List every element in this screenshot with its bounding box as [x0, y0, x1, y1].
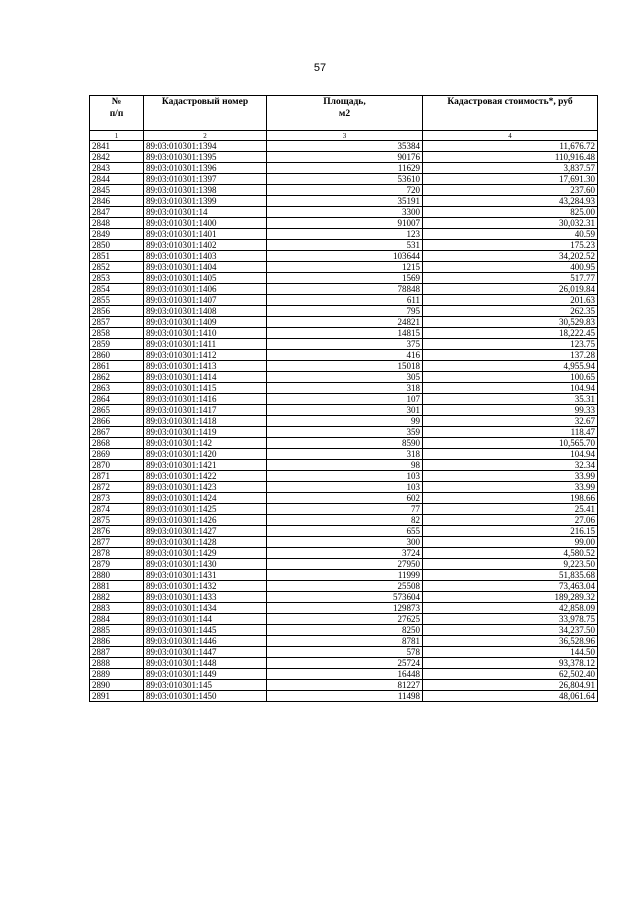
- row-number-cell: 2853: [90, 273, 144, 284]
- row-number-cell: 2845: [90, 185, 144, 196]
- table-row: [90, 625, 598, 636]
- table-row: [90, 493, 598, 504]
- cost-cell: 118.47: [423, 427, 598, 438]
- area-cell: 35384: [267, 141, 423, 152]
- table-row: [90, 669, 598, 680]
- column-number: 1: [90, 131, 144, 141]
- cadastral-number-cell: 89:03:010301:1434: [144, 603, 267, 614]
- cost-cell: 100.65: [423, 372, 598, 383]
- row-number-cell: 2857: [90, 317, 144, 328]
- table-row: [90, 339, 598, 350]
- cadastral-number-cell: 89:03:010301:1395: [144, 152, 267, 163]
- cadastral-number-cell: 89:03:010301:1419: [144, 427, 267, 438]
- cost-cell: 110,916.48: [423, 152, 598, 163]
- row-number-cell: 2886: [90, 636, 144, 647]
- area-cell: 11999: [267, 570, 423, 581]
- cost-cell: 11,676.72: [423, 141, 598, 152]
- cadastral-number-cell: 89:03:010301:1420: [144, 449, 267, 460]
- header-row-number: [90, 96, 144, 131]
- table-row: [90, 405, 598, 416]
- table-row: [90, 141, 598, 152]
- header-area: [267, 96, 423, 131]
- table-row: [90, 603, 598, 614]
- row-number-cell: 2876: [90, 526, 144, 537]
- table-row: [90, 284, 598, 295]
- cadastral-number-cell: 89:03:010301:144: [144, 614, 267, 625]
- cost-cell: 825.00: [423, 207, 598, 218]
- area-cell: 98: [267, 460, 423, 471]
- row-number-cell: 2877: [90, 537, 144, 548]
- cost-cell: 51,835.68: [423, 570, 598, 581]
- row-number-cell: 2861: [90, 361, 144, 372]
- row-number-cell: 2868: [90, 438, 144, 449]
- cadastral-number-cell: 89:03:010301:1404: [144, 262, 267, 273]
- cost-cell: 4,580.52: [423, 548, 598, 559]
- cost-cell: 216.15: [423, 526, 598, 537]
- row-number-cell: 2864: [90, 394, 144, 405]
- table-row: [90, 174, 598, 185]
- row-number-cell: 2852: [90, 262, 144, 273]
- cadastral-number-cell: 89:03:010301:1448: [144, 658, 267, 669]
- row-number-cell: 2848: [90, 218, 144, 229]
- cadastral-number-cell: 89:03:010301:1400: [144, 218, 267, 229]
- area-cell: 103: [267, 482, 423, 493]
- cadastral-number-cell: 89:03:010301:1447: [144, 647, 267, 658]
- cost-cell: 517.77: [423, 273, 598, 284]
- table-row: [90, 526, 598, 537]
- header-area-unit: м2: [338, 109, 351, 119]
- area-cell: 573604: [267, 592, 423, 603]
- cost-cell: 10,565.70: [423, 438, 598, 449]
- table-row: [90, 449, 598, 460]
- area-cell: 375: [267, 339, 423, 350]
- table-row: [90, 185, 598, 196]
- row-number-cell: 2882: [90, 592, 144, 603]
- table-row: [90, 306, 598, 317]
- cadastral-number-cell: 89:03:010301:1405: [144, 273, 267, 284]
- table-row: [90, 691, 598, 702]
- cost-cell: 189,289.32: [423, 592, 598, 603]
- cost-cell: 17,691.30: [423, 174, 598, 185]
- row-number-cell: 2883: [90, 603, 144, 614]
- cadastral-number-cell: 89:03:010301:1397: [144, 174, 267, 185]
- cost-cell: 201.63: [423, 295, 598, 306]
- row-number-cell: 2880: [90, 570, 144, 581]
- header-number-sign: №: [111, 97, 122, 107]
- cost-cell: 137.28: [423, 350, 598, 361]
- cadastral-number-cell: 89:03:010301:1428: [144, 537, 267, 548]
- cadastral-number-cell: 89:03:010301:1411: [144, 339, 267, 350]
- cadastral-number-cell: 89:03:010301:1433: [144, 592, 267, 603]
- row-number-cell: 2874: [90, 504, 144, 515]
- cost-cell: 9,223.50: [423, 559, 598, 570]
- cost-cell: 33,978.75: [423, 614, 598, 625]
- cost-cell: 18,222.45: [423, 328, 598, 339]
- area-cell: 81227: [267, 680, 423, 691]
- header-cadastral-number: [144, 96, 267, 131]
- cadastral-number-cell: 89:03:010301:1422: [144, 471, 267, 482]
- cost-cell: 30,529.83: [423, 317, 598, 328]
- row-number-cell: 2878: [90, 548, 144, 559]
- cost-cell: 93,378.12: [423, 658, 598, 669]
- cost-cell: 237.60: [423, 185, 598, 196]
- row-number-cell: 2873: [90, 493, 144, 504]
- cadastral-number-cell: 89:03:010301:1424: [144, 493, 267, 504]
- cadastral-number-cell: 89:03:010301:1449: [144, 669, 267, 680]
- area-cell: 531: [267, 240, 423, 251]
- cadastral-number-cell: 89:03:010301:142: [144, 438, 267, 449]
- table-row: [90, 537, 598, 548]
- column-number-row: [90, 131, 598, 141]
- cost-cell: 40.59: [423, 229, 598, 240]
- cost-cell: 3,837.57: [423, 163, 598, 174]
- area-cell: 99: [267, 416, 423, 427]
- row-number-cell: 2859: [90, 339, 144, 350]
- area-cell: 27625: [267, 614, 423, 625]
- table-row: [90, 471, 598, 482]
- area-cell: 103: [267, 471, 423, 482]
- cost-cell: 104.94: [423, 383, 598, 394]
- row-number-cell: 2849: [90, 229, 144, 240]
- area-cell: 78848: [267, 284, 423, 295]
- table-body: [90, 141, 598, 702]
- area-cell: 123: [267, 229, 423, 240]
- table-row: [90, 350, 598, 361]
- area-cell: 795: [267, 306, 423, 317]
- table-row: [90, 438, 598, 449]
- row-number-cell: 2888: [90, 658, 144, 669]
- table-row: [90, 273, 598, 284]
- row-number-cell: 2846: [90, 196, 144, 207]
- area-cell: 27950: [267, 559, 423, 570]
- cost-cell: 32.34: [423, 460, 598, 471]
- area-cell: 318: [267, 383, 423, 394]
- row-number-cell: 2885: [90, 625, 144, 636]
- cost-cell: 123.75: [423, 339, 598, 350]
- area-cell: 300: [267, 537, 423, 548]
- table-row: [90, 647, 598, 658]
- row-number-cell: 2875: [90, 515, 144, 526]
- area-cell: 14815: [267, 328, 423, 339]
- cadastral-number-cell: 89:03:010301:1446: [144, 636, 267, 647]
- area-cell: 107: [267, 394, 423, 405]
- table-row: [90, 163, 598, 174]
- area-cell: 655: [267, 526, 423, 537]
- row-number-cell: 2844: [90, 174, 144, 185]
- cost-cell: 400.95: [423, 262, 598, 273]
- table-row: [90, 218, 598, 229]
- cadastral-number-cell: 89:03:010301:1423: [144, 482, 267, 493]
- table-row: [90, 482, 598, 493]
- cost-cell: 99.33: [423, 405, 598, 416]
- area-cell: 129873: [267, 603, 423, 614]
- cadastral-number-cell: 89:03:010301:145: [144, 680, 267, 691]
- area-cell: 82: [267, 515, 423, 526]
- cost-cell: 175.23: [423, 240, 598, 251]
- row-number-cell: 2865: [90, 405, 144, 416]
- cadastral-number-cell: 89:03:010301:1407: [144, 295, 267, 306]
- area-cell: 15018: [267, 361, 423, 372]
- cadastral-number-cell: 89:03:010301:14: [144, 207, 267, 218]
- area-cell: 11629: [267, 163, 423, 174]
- area-cell: 77: [267, 504, 423, 515]
- table-row: [90, 427, 598, 438]
- table-row: [90, 416, 598, 427]
- cadastral-number-cell: 89:03:010301:1401: [144, 229, 267, 240]
- row-number-cell: 2879: [90, 559, 144, 570]
- cost-cell: 26,019.84: [423, 284, 598, 295]
- cadastral-number-cell: 89:03:010301:1398: [144, 185, 267, 196]
- area-cell: 25508: [267, 581, 423, 592]
- cadastral-number-cell: 89:03:010301:1426: [144, 515, 267, 526]
- cadastral-number-cell: 89:03:010301:1450: [144, 691, 267, 702]
- cadastral-number-cell: 89:03:010301:1429: [144, 548, 267, 559]
- area-cell: 25724: [267, 658, 423, 669]
- cost-cell: 34,202.52: [423, 251, 598, 262]
- table-row: [90, 658, 598, 669]
- area-cell: 318: [267, 449, 423, 460]
- cadastral-number-cell: 89:03:010301:1425: [144, 504, 267, 515]
- area-cell: 8590: [267, 438, 423, 449]
- cadastral-number-cell: 89:03:010301:1408: [144, 306, 267, 317]
- row-number-cell: 2870: [90, 460, 144, 471]
- cost-cell: 104.94: [423, 449, 598, 460]
- row-number-cell: 2871: [90, 471, 144, 482]
- row-number-cell: 2855: [90, 295, 144, 306]
- cost-cell: 36,528.96: [423, 636, 598, 647]
- cost-cell: 99.00: [423, 537, 598, 548]
- table-row: [90, 636, 598, 647]
- area-cell: 359: [267, 427, 423, 438]
- cost-cell: 42,858.09: [423, 603, 598, 614]
- area-cell: 305: [267, 372, 423, 383]
- cost-cell: 26,804.91: [423, 680, 598, 691]
- cadastral-number-cell: 89:03:010301:1416: [144, 394, 267, 405]
- row-number-cell: 2889: [90, 669, 144, 680]
- row-number-cell: 2891: [90, 691, 144, 702]
- cost-cell: 48,061.64: [423, 691, 598, 702]
- cost-cell: 32.67: [423, 416, 598, 427]
- table-row: [90, 504, 598, 515]
- row-number-cell: 2862: [90, 372, 144, 383]
- cadastral-number-cell: 89:03:010301:1406: [144, 284, 267, 295]
- cadastral-number-cell: 89:03:010301:1415: [144, 383, 267, 394]
- cadastral-number-cell: 89:03:010301:1445: [144, 625, 267, 636]
- page-number: 57: [313, 62, 327, 74]
- cadastral-number-cell: 89:03:010301:1403: [144, 251, 267, 262]
- table-row: [90, 581, 598, 592]
- table-row: [90, 460, 598, 471]
- table-row: [90, 559, 598, 570]
- table-row: [90, 251, 598, 262]
- cost-cell: 33.99: [423, 482, 598, 493]
- cost-cell: 198.66: [423, 493, 598, 504]
- header-cost-label: Кадастровая стоимость*, руб: [447, 97, 573, 107]
- cost-cell: 27.06: [423, 515, 598, 526]
- cadastral-number-cell: 89:03:010301:1409: [144, 317, 267, 328]
- area-cell: 416: [267, 350, 423, 361]
- area-cell: 103644: [267, 251, 423, 262]
- column-number: 2: [144, 131, 267, 141]
- row-number-cell: 2841: [90, 141, 144, 152]
- column-number: 4: [423, 131, 598, 141]
- cadastral-number-cell: 89:03:010301:1413: [144, 361, 267, 372]
- area-cell: 301: [267, 405, 423, 416]
- row-number-cell: 2872: [90, 482, 144, 493]
- cadastral-table: [89, 95, 598, 702]
- area-cell: 53610: [267, 174, 423, 185]
- cost-cell: 62,502.40: [423, 669, 598, 680]
- area-cell: 16448: [267, 669, 423, 680]
- table-header-row: [90, 96, 598, 131]
- row-number-cell: 2842: [90, 152, 144, 163]
- area-cell: 3724: [267, 548, 423, 559]
- table-row: [90, 614, 598, 625]
- area-cell: 3300: [267, 207, 423, 218]
- row-number-cell: 2881: [90, 581, 144, 592]
- cadastral-number-cell: 89:03:010301:1394: [144, 141, 267, 152]
- area-cell: 611: [267, 295, 423, 306]
- cadastral-number-cell: 89:03:010301:1432: [144, 581, 267, 592]
- row-number-cell: 2884: [90, 614, 144, 625]
- cost-cell: 30,032.31: [423, 218, 598, 229]
- cadastral-number-cell: 89:03:010301:1431: [144, 570, 267, 581]
- area-cell: 8250: [267, 625, 423, 636]
- table-row: [90, 207, 598, 218]
- row-number-cell: 2890: [90, 680, 144, 691]
- table-row: [90, 328, 598, 339]
- cost-cell: 33.99: [423, 471, 598, 482]
- table-row: [90, 548, 598, 559]
- row-number-cell: 2843: [90, 163, 144, 174]
- header-pp: п/п: [109, 109, 124, 119]
- table-row: [90, 383, 598, 394]
- cost-cell: 34,237.50: [423, 625, 598, 636]
- cadastral-number-cell: 89:03:010301:1412: [144, 350, 267, 361]
- table-row: [90, 592, 598, 603]
- row-number-cell: 2863: [90, 383, 144, 394]
- table-row: [90, 361, 598, 372]
- cadastral-number-cell: 89:03:010301:1421: [144, 460, 267, 471]
- area-cell: 24821: [267, 317, 423, 328]
- table-row: [90, 152, 598, 163]
- header-cadastral-label: Кадастровый номер: [161, 97, 249, 107]
- area-cell: 91007: [267, 218, 423, 229]
- cost-cell: 262.35: [423, 306, 598, 317]
- cost-cell: 4,955.94: [423, 361, 598, 372]
- row-number-cell: 2854: [90, 284, 144, 295]
- cost-cell: 73,463.04: [423, 581, 598, 592]
- row-number-cell: 2847: [90, 207, 144, 218]
- table-row: [90, 196, 598, 207]
- table-row: [90, 372, 598, 383]
- cadastral-number-cell: 89:03:010301:1396: [144, 163, 267, 174]
- cadastral-number-cell: 89:03:010301:1418: [144, 416, 267, 427]
- cadastral-number-cell: 89:03:010301:1430: [144, 559, 267, 570]
- area-cell: 1215: [267, 262, 423, 273]
- cost-cell: 144.50: [423, 647, 598, 658]
- table-row: [90, 295, 598, 306]
- header-cost: [423, 96, 598, 131]
- cadastral-number-cell: 89:03:010301:1399: [144, 196, 267, 207]
- table-row: [90, 317, 598, 328]
- row-number-cell: 2887: [90, 647, 144, 658]
- table-row: [90, 240, 598, 251]
- area-cell: 578: [267, 647, 423, 658]
- row-number-cell: 2867: [90, 427, 144, 438]
- table-row: [90, 515, 598, 526]
- row-number-cell: 2856: [90, 306, 144, 317]
- area-cell: 1569: [267, 273, 423, 284]
- row-number-cell: 2850: [90, 240, 144, 251]
- column-number: 3: [267, 131, 423, 141]
- row-number-cell: 2858: [90, 328, 144, 339]
- table-row: [90, 229, 598, 240]
- area-cell: 11498: [267, 691, 423, 702]
- header-area-label: Площадь,: [323, 97, 366, 107]
- area-cell: 602: [267, 493, 423, 504]
- cost-cell: 35.31: [423, 394, 598, 405]
- table-row: [90, 262, 598, 273]
- cadastral-number-cell: 89:03:010301:1427: [144, 526, 267, 537]
- table-row: [90, 394, 598, 405]
- area-cell: 35191: [267, 196, 423, 207]
- cost-cell: 25.41: [423, 504, 598, 515]
- cost-cell: 43,284.93: [423, 196, 598, 207]
- area-cell: 720: [267, 185, 423, 196]
- table-row: [90, 570, 598, 581]
- cadastral-number-cell: 89:03:010301:1402: [144, 240, 267, 251]
- row-number-cell: 2851: [90, 251, 144, 262]
- row-number-cell: 2869: [90, 449, 144, 460]
- table-row: [90, 680, 598, 691]
- row-number-cell: 2866: [90, 416, 144, 427]
- cadastral-number-cell: 89:03:010301:1417: [144, 405, 267, 416]
- row-number-cell: 2860: [90, 350, 144, 361]
- cadastral-number-cell: 89:03:010301:1414: [144, 372, 267, 383]
- area-cell: 90176: [267, 152, 423, 163]
- cadastral-number-cell: 89:03:010301:1410: [144, 328, 267, 339]
- area-cell: 8781: [267, 636, 423, 647]
